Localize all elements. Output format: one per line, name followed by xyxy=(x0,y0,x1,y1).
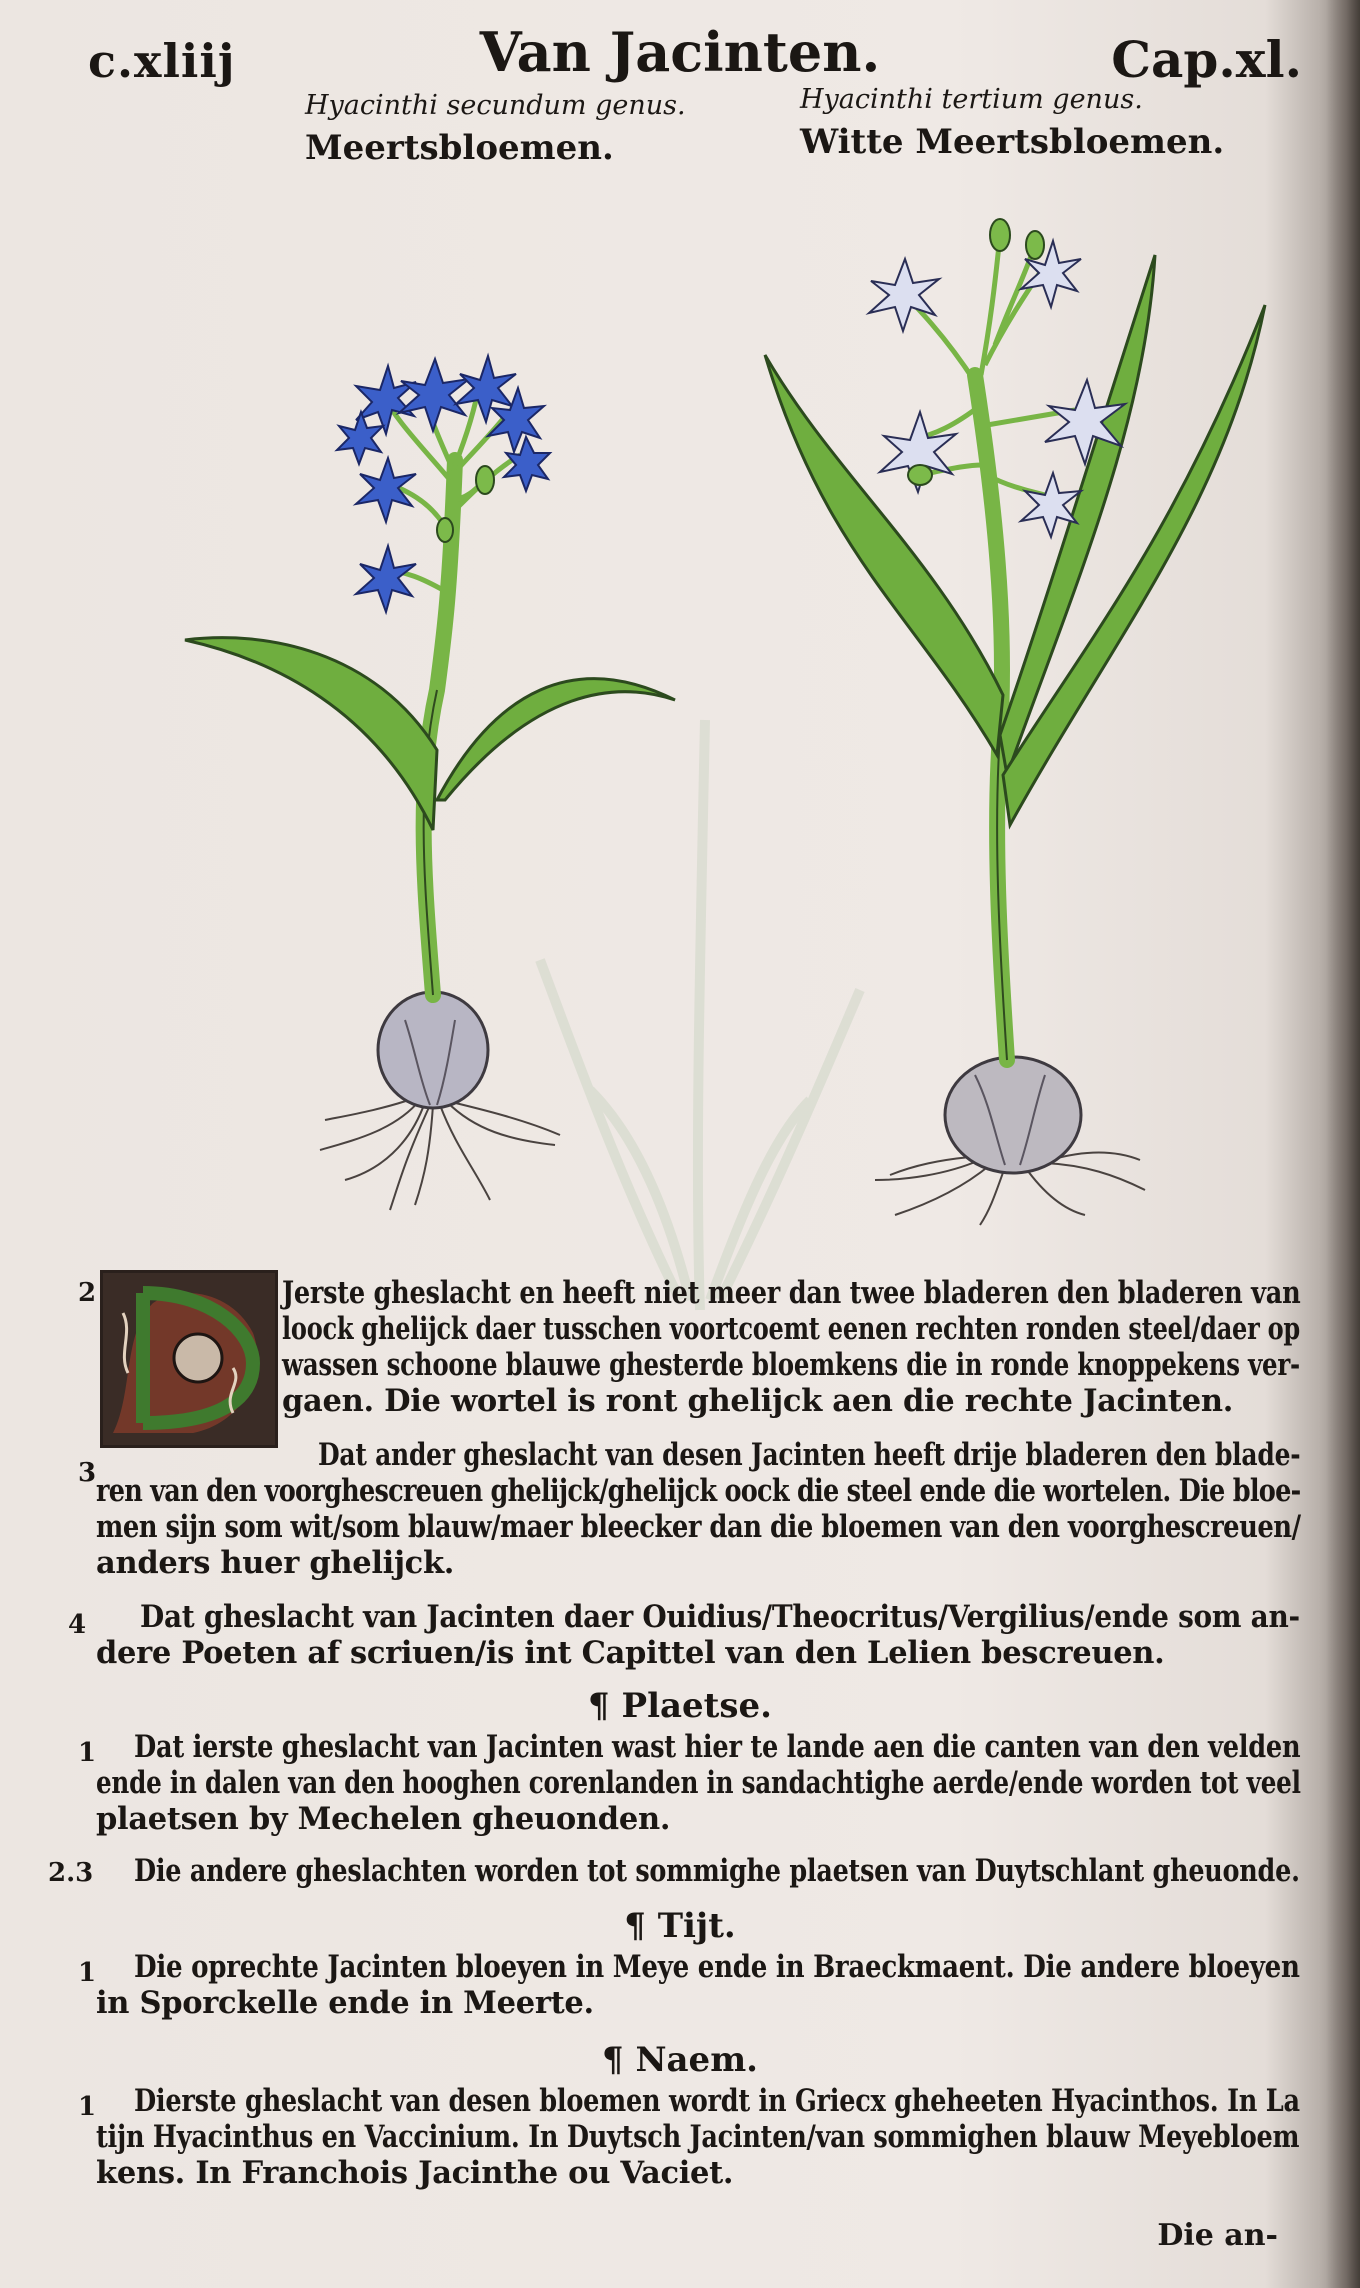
text-line: in Sporckelle ende in Meerte. xyxy=(96,1985,594,2021)
text-line: Jerste gheslacht en heeft niet meer dan twee bladeren den bladeren van xyxy=(282,1275,1301,1311)
decorated-initial-D-icon xyxy=(100,1270,278,1448)
para-number: 1 xyxy=(78,1738,97,1768)
bulb xyxy=(945,1057,1081,1173)
plate-right-dutch: Witte Meertsbloemen. xyxy=(800,122,1225,162)
plate-left-dutch: Meertsbloemen. xyxy=(305,128,614,168)
text-line: Dierste gheslacht van desen bloemen wordt in Griecx gheheeten Hyacinthos. In La xyxy=(134,2083,1300,2119)
text-line: Dat ander gheslacht van desen Jacinten heeft drije bladeren den blade- xyxy=(318,1437,1301,1473)
illustration-white-squill xyxy=(745,175,1285,1235)
text-line: dere Poeten af scriuen/is int Capittel van den Lelien bescreuen. xyxy=(96,1635,1165,1671)
pilcrow-icon: ¶ xyxy=(624,1906,658,1946)
section-heading-tijt: ¶ Tijt. xyxy=(624,1906,736,1946)
bulb xyxy=(378,992,488,1108)
running-title: Van Jacinten. xyxy=(479,20,881,84)
text-line: kens. In Franchois Jacinthe ou Vaciet. xyxy=(96,2155,734,2191)
text-line: wassen schoone blauwe ghesterde bloemkens die in ronde knoppekens ver- xyxy=(282,1347,1300,1383)
text-line: Die andere gheslachten worden tot sommighe plaetsen van Duytschlant gheuonde. xyxy=(134,1853,1300,1889)
illustration-blue-squill xyxy=(175,330,695,1220)
para-number: 2 xyxy=(78,1278,97,1308)
text-line: anders huer ghelijck. xyxy=(96,1545,455,1581)
para-number: 1 xyxy=(78,1958,97,1988)
plate-right-latin: Hyacinthi tertium genus. xyxy=(800,84,1143,115)
para-number: 2.3 xyxy=(48,1858,94,1888)
catchword: Die an- xyxy=(1157,2218,1278,2253)
section-heading-naem: ¶ Naem. xyxy=(601,2040,759,2080)
text-line: ende in dalen van den hooghen corenlanden in sandachtighe aerde/ende worden tot veel xyxy=(96,1765,1301,1801)
folio-number: c.xliij xyxy=(88,34,236,88)
book-gutter xyxy=(1326,0,1360,2288)
text-line: Dat ierste gheslacht van Jacinten wast hier te lande aen die canten van den velden xyxy=(134,1729,1301,1765)
text-line: gaen. Die wortel is ront ghelijck aen die rechte Jacinten. xyxy=(282,1383,1234,1419)
para-number: 1 xyxy=(78,2092,97,2122)
chapter-number: Cap.xl. xyxy=(1111,30,1302,89)
plate-left-latin: Hyacinthi secundum genus. xyxy=(305,90,686,121)
text-line: tijn Hyacinthus en Vaccinium. In Duytsch Jacinten/van sommighen blauw Meyebloem xyxy=(96,2119,1300,2155)
section-heading-plaetse: ¶ Plaetse. xyxy=(588,1686,772,1726)
text-line: loock ghelijck daer tusschen voortcoemt eenen rechten ronden steel/daer op xyxy=(282,1311,1301,1347)
text-line: Dat gheslacht van Jacinten daer Ouidius/Theocritus/Vergilius/ende som an- xyxy=(140,1599,1300,1635)
pilcrow-icon: ¶ xyxy=(601,2040,636,2080)
pilcrow-icon: ¶ xyxy=(588,1686,622,1726)
text-line: men sijn som wit/som blauw/maer bleecker dan die bloemen van den voorghescreuen/ xyxy=(96,1509,1301,1545)
para-number: 3 xyxy=(78,1458,97,1488)
para-number: 4 xyxy=(68,1610,87,1640)
text-line: plaetsen by Mechelen gheuonden. xyxy=(96,1801,671,1837)
roots xyxy=(320,1098,560,1210)
text-line: Die oprechte Jacinten bloeyen in Meye ende in Braeckmaent. Die andere bloeyen xyxy=(134,1949,1300,1985)
text-line: ren van den voorghescreuen ghelijck/ghelijck oock die steel ende die wortelen. Die bloe- xyxy=(96,1473,1301,1509)
